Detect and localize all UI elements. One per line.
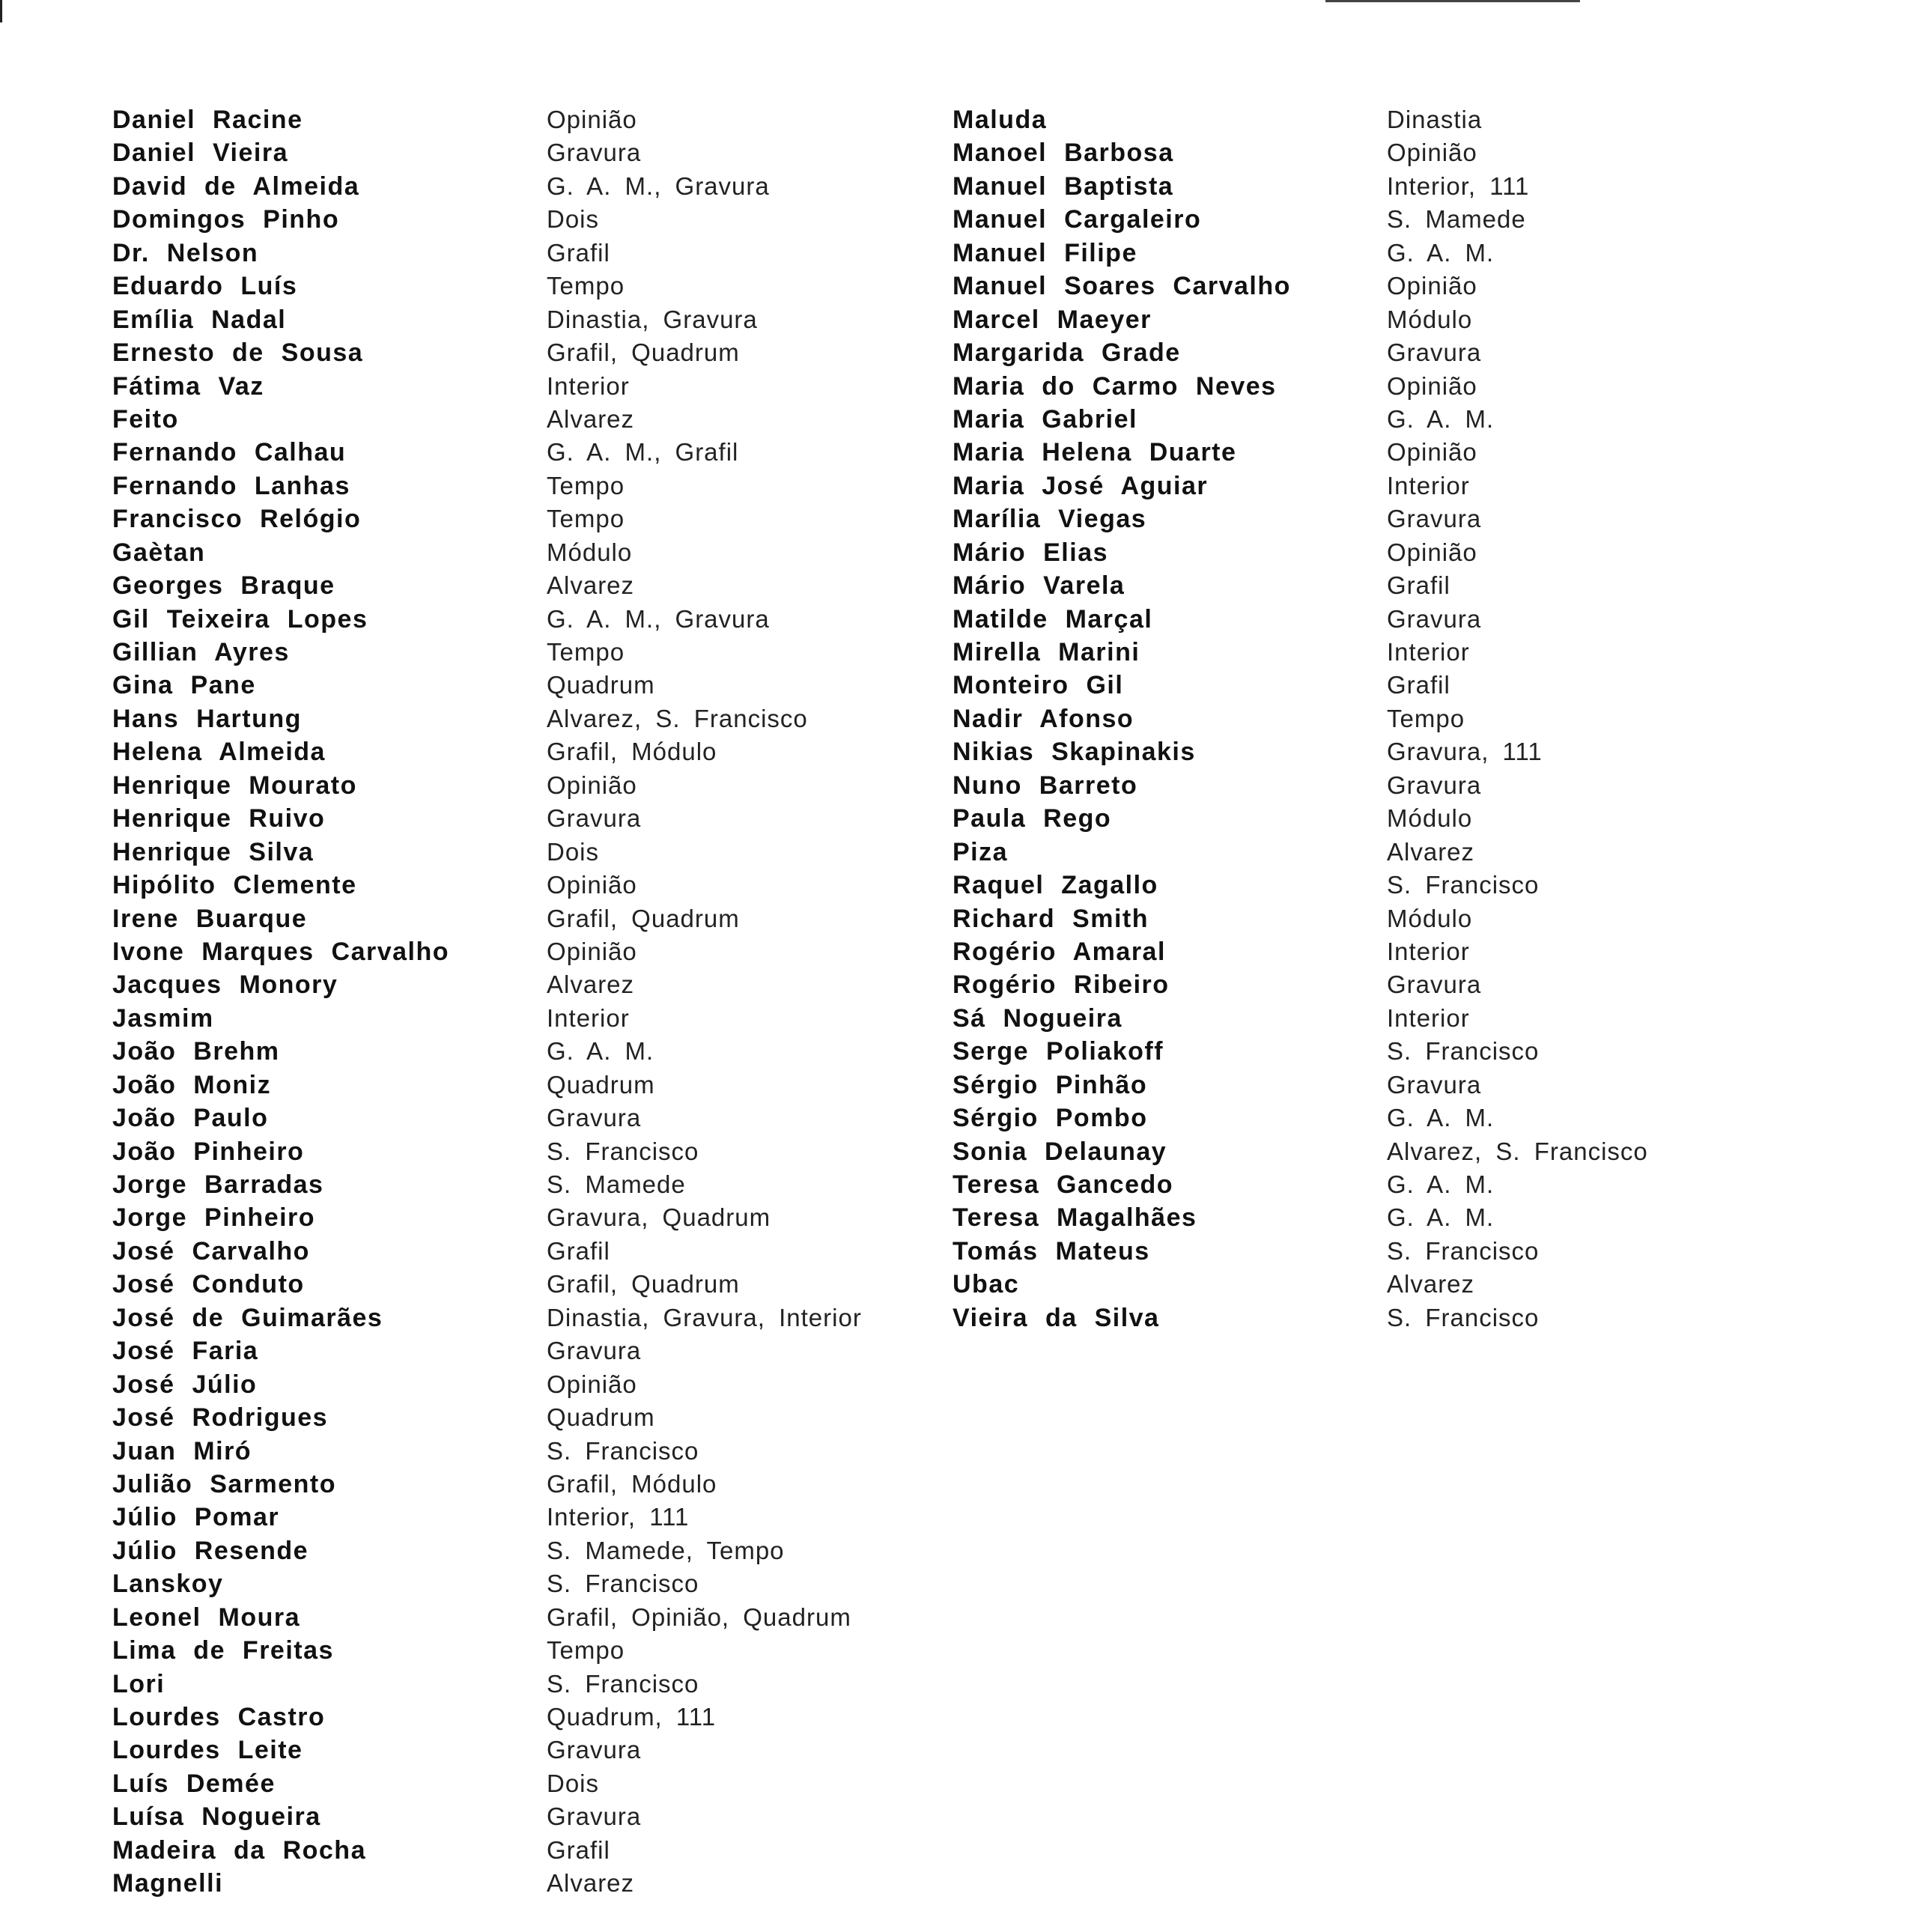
- artist-name: José Conduto: [112, 1270, 305, 1299]
- artist-name: Jorge Pinheiro: [112, 1203, 316, 1233]
- list-item: [112, 938, 936, 970]
- artist-name: Jorge Barradas: [112, 1170, 324, 1199]
- artist-name: Manuel Soares Carvalho: [953, 272, 1291, 301]
- artist-name: Irene Buarque: [112, 904, 308, 933]
- artist-name: Henrique Ruivo: [112, 804, 326, 833]
- list-item: [953, 671, 1814, 704]
- artist-name: Paula Rego: [953, 804, 1112, 833]
- gallery-venue: Gravura, Quadrum: [547, 1203, 771, 1232]
- artist-name: Daniel Racine: [112, 106, 303, 134]
- list-item: [112, 205, 936, 238]
- list-item: [112, 771, 936, 804]
- artist-name: Monteiro Gil: [953, 671, 1124, 700]
- list-item: [112, 1170, 936, 1203]
- gallery-venue: Interior: [1387, 937, 1470, 965]
- list-item: [953, 372, 1814, 405]
- list-item: [112, 1071, 936, 1104]
- list-item: [953, 306, 1814, 338]
- list-item: [112, 1370, 936, 1403]
- gallery-venue: Quadrum: [547, 1070, 655, 1099]
- gallery-venue: Tempo: [547, 1636, 625, 1665]
- gallery-venue: Gravura: [1387, 970, 1482, 999]
- artist-name: Jacques Monory: [112, 970, 338, 1000]
- artist-list-left-column: [112, 106, 936, 1903]
- gallery-venue: Dois: [547, 837, 600, 866]
- artist-name: José Carvalho: [112, 1236, 310, 1266]
- artist-name: José Faria: [112, 1337, 259, 1366]
- gallery-venue: G. A. M., Gravura: [547, 171, 770, 200]
- list-item: [112, 239, 936, 272]
- gallery-venue: Tempo: [547, 638, 625, 666]
- artist-name: Matilde Marçal: [953, 604, 1153, 634]
- artist-name: Nikias Skapinakis: [953, 738, 1196, 767]
- list-item: [953, 538, 1814, 571]
- gallery-venue: G. A. M.: [1387, 1104, 1495, 1132]
- list-item: [112, 638, 936, 671]
- artist-name: Helena Almeida: [112, 738, 326, 767]
- list-item: [953, 938, 1814, 970]
- gallery-venue: S. Francisco: [1387, 1303, 1540, 1331]
- scan-edge-mark: [0, 0, 2, 22]
- gallery-venue: Interior: [547, 371, 630, 400]
- gallery-venue: Opinião: [1387, 272, 1477, 300]
- artist-name: Julião Sarmento: [112, 1469, 337, 1498]
- gallery-venue: Gravura: [1387, 338, 1482, 367]
- gallery-venue: Módulo: [547, 538, 633, 566]
- artist-name: Gillian Ayres: [112, 638, 290, 666]
- artist-name: Sá Nogueira: [953, 1003, 1122, 1033]
- artist-name: Júlio Pomar: [112, 1503, 280, 1532]
- artist-name: Juan Miró: [112, 1436, 252, 1465]
- list-item: [953, 1170, 1814, 1203]
- gallery-venue: S. Francisco: [1387, 1037, 1540, 1066]
- artist-name: Mário Elias: [953, 538, 1109, 567]
- gallery-venue: Interior: [547, 1003, 630, 1032]
- gallery-venue: Interior, 111: [1387, 171, 1530, 200]
- list-item: [953, 905, 1814, 938]
- artist-name: Maria Gabriel: [953, 404, 1137, 434]
- gallery-venue: Grafil, Opinião, Quadrum: [547, 1603, 851, 1631]
- list-item: [953, 239, 1814, 272]
- list-item: [112, 1802, 936, 1835]
- gallery-venue: Módulo: [1387, 305, 1473, 333]
- gallery-venue: S. Francisco: [547, 1436, 699, 1465]
- artist-name: Marília Viegas: [953, 505, 1147, 534]
- gallery-venue: Gravura: [547, 139, 642, 167]
- list-item: [953, 1237, 1814, 1270]
- artist-name: Ernesto de Sousa: [112, 338, 364, 368]
- list-item: [112, 1270, 936, 1303]
- list-item: [953, 838, 1814, 871]
- artist-name: João Brehm: [112, 1037, 280, 1066]
- gallery-venue: Opinião: [547, 106, 637, 133]
- artist-name: Henrique Mourato: [112, 771, 357, 800]
- artist-name: Francisco Relógio: [112, 505, 362, 534]
- list-item: [112, 1203, 936, 1236]
- list-item: [112, 139, 936, 171]
- list-item: [953, 1270, 1814, 1303]
- gallery-venue: Opinião: [1387, 438, 1477, 467]
- list-item: [112, 871, 936, 904]
- gallery-venue: Alvarez, S. Francisco: [547, 704, 808, 732]
- artist-name: Luísa Nogueira: [112, 1802, 321, 1832]
- list-item: [112, 1636, 936, 1669]
- gallery-venue: S. Francisco: [1387, 1236, 1540, 1265]
- gallery-venue: Gravura: [1387, 505, 1482, 533]
- artist-name: Jasmim: [112, 1003, 214, 1033]
- list-item: [953, 738, 1814, 771]
- list-item: [112, 1836, 936, 1869]
- gallery-venue: Grafil: [1387, 671, 1450, 699]
- gallery-venue: Gravura: [547, 1337, 642, 1365]
- gallery-venue: Gravura: [547, 1104, 642, 1132]
- list-item: [953, 172, 1814, 205]
- gallery-venue: Gravura: [1387, 771, 1482, 799]
- gallery-venue: Alvarez: [547, 970, 635, 999]
- gallery-venue: Interior: [1387, 638, 1470, 666]
- list-item: [112, 372, 936, 405]
- artist-name: Nuno Barreto: [953, 771, 1138, 800]
- artist-name: Madeira da Rocha: [112, 1835, 366, 1865]
- scan-top-rule: [1325, 0, 1580, 2]
- gallery-venue: Dois: [547, 205, 600, 234]
- artist-name: Lanskoy: [112, 1570, 224, 1599]
- list-item: [112, 1869, 936, 1902]
- gallery-venue: Tempo: [1387, 704, 1465, 732]
- artist-name: Sonia Delaunay: [953, 1137, 1167, 1166]
- artist-name: Sérgio Pombo: [953, 1104, 1148, 1133]
- artist-name: Luís Demée: [112, 1769, 276, 1798]
- gallery-venue: Grafil: [547, 1236, 610, 1265]
- artist-name: José de Guimarães: [112, 1303, 383, 1332]
- gallery-venue: Grafil, Módulo: [547, 738, 717, 766]
- artist-name: Tomás Mateus: [953, 1236, 1150, 1266]
- list-item: [953, 1137, 1814, 1170]
- artist-name: Hipólito Clemente: [112, 871, 357, 900]
- list-item: [112, 705, 936, 738]
- gallery-venue: S. Francisco: [547, 1570, 699, 1598]
- list-item: [953, 771, 1814, 804]
- list-item: [112, 1503, 936, 1536]
- gallery-venue: Alvarez: [1387, 1270, 1475, 1298]
- gallery-venue: S. Mamede: [547, 1170, 686, 1198]
- gallery-venue: Módulo: [1387, 904, 1473, 932]
- list-item: [953, 139, 1814, 171]
- artist-name: Piza: [953, 837, 1009, 866]
- artist-name: Nadir Afonso: [953, 704, 1134, 733]
- artist-name: Maluda: [953, 106, 1048, 134]
- list-item: [112, 472, 936, 505]
- artist-name: Fernando Lanhas: [112, 471, 350, 500]
- artist-name: Feito: [112, 404, 179, 434]
- list-item: [112, 1570, 936, 1603]
- gallery-venue: Interior: [1387, 1003, 1470, 1032]
- gallery-venue: Opinião: [547, 871, 637, 899]
- artist-name: Richard Smith: [953, 904, 1149, 933]
- artist-name: Maria do Carmo Neves: [953, 371, 1277, 401]
- artist-name: Vieira da Silva: [953, 1303, 1160, 1332]
- list-item: [953, 571, 1814, 604]
- artist-name: Leonel Moura: [112, 1603, 301, 1632]
- list-item: [112, 505, 936, 538]
- gallery-venue: Dinastia: [1387, 106, 1483, 133]
- list-item: [953, 505, 1814, 538]
- gallery-venue: Quadrum: [547, 1403, 655, 1432]
- gallery-venue: Grafil: [547, 238, 610, 267]
- artist-name: Georges Braque: [112, 571, 335, 601]
- gallery-venue: S. Francisco: [1387, 871, 1540, 899]
- artist-name: Daniel Vieira: [112, 139, 288, 168]
- list-item: [953, 1203, 1814, 1236]
- list-item: [112, 1736, 936, 1769]
- artist-name: Henrique Silva: [112, 837, 315, 866]
- list-item: [953, 1104, 1814, 1137]
- gallery-venue: Quadrum: [547, 671, 655, 699]
- artist-name: Mário Varela: [953, 571, 1125, 601]
- gallery-venue: Gravura: [547, 1736, 642, 1764]
- list-item: [112, 1104, 936, 1137]
- gallery-venue: Grafil, Quadrum: [547, 338, 740, 367]
- gallery-venue: Tempo: [547, 272, 625, 300]
- list-item: [112, 1437, 936, 1470]
- artist-name: José Júlio: [112, 1370, 258, 1399]
- gallery-venue: Interior: [1387, 471, 1470, 499]
- gallery-venue: Tempo: [547, 471, 625, 499]
- list-item: [112, 738, 936, 771]
- artist-name: Rogério Ribeiro: [953, 970, 1170, 1000]
- gallery-venue: Interior, 111: [547, 1503, 690, 1531]
- artist-list-right-column: [953, 106, 1814, 1337]
- list-item: [112, 804, 936, 837]
- artist-name: Teresa Magalhães: [953, 1203, 1197, 1233]
- artist-name: Magnelli: [112, 1869, 224, 1898]
- gallery-venue: Grafil: [1387, 571, 1450, 600]
- list-item: [112, 1237, 936, 1270]
- list-item: [112, 970, 936, 1003]
- artist-name: Emília Nadal: [112, 305, 287, 334]
- gallery-venue: S. Francisco: [547, 1669, 699, 1698]
- gallery-venue: G. A. M., Grafil: [547, 438, 739, 467]
- list-item: [112, 1137, 936, 1170]
- gallery-venue: Alvarez: [547, 571, 635, 600]
- artist-name: Manuel Cargaleiro: [953, 205, 1202, 234]
- gallery-venue: Alvarez: [547, 404, 635, 433]
- artist-name: Júlio Resende: [112, 1536, 309, 1565]
- gallery-venue: Gravura: [547, 804, 642, 833]
- artist-name: David de Almeida: [112, 171, 360, 201]
- list-item: [112, 1004, 936, 1037]
- artist-name: João Pinheiro: [112, 1137, 305, 1166]
- gallery-venue: Módulo: [1387, 804, 1473, 833]
- gallery-venue: G. A. M.: [1387, 238, 1495, 267]
- artist-name: Lourdes Leite: [112, 1736, 303, 1765]
- artist-name: Gil Teixeira Lopes: [112, 604, 368, 634]
- list-item: [112, 571, 936, 604]
- list-item: [953, 1304, 1814, 1337]
- gallery-venue: Alvarez: [1387, 837, 1475, 866]
- gallery-venue: Dinastia, Gravura: [547, 305, 758, 333]
- list-item: [112, 838, 936, 871]
- artist-name: Lourdes Castro: [112, 1703, 326, 1731]
- list-item: [112, 405, 936, 438]
- list-item: [112, 1670, 936, 1703]
- artist-name: Margarida Grade: [953, 338, 1181, 368]
- artist-name: Manuel Filipe: [953, 238, 1137, 267]
- list-item: [112, 605, 936, 638]
- gallery-venue: Opinião: [1387, 538, 1477, 566]
- list-item: [953, 605, 1814, 638]
- list-item: [112, 905, 936, 938]
- gallery-venue: Gravura: [1387, 604, 1482, 633]
- list-item: [112, 538, 936, 571]
- artist-name: Mirella Marini: [953, 638, 1140, 666]
- gallery-venue: Grafil, Quadrum: [547, 1270, 740, 1298]
- list-item: [953, 338, 1814, 371]
- list-item: [112, 671, 936, 704]
- list-item: [953, 1071, 1814, 1104]
- gallery-venue: Dois: [547, 1769, 600, 1797]
- artist-name: João Paulo: [112, 1104, 269, 1133]
- gallery-venue: G. A. M.: [547, 1037, 654, 1066]
- artist-name: Dr. Nelson: [112, 238, 259, 267]
- list-item: [112, 1403, 936, 1436]
- list-item: [112, 1703, 936, 1736]
- gallery-venue: Quadrum, 111: [547, 1703, 717, 1731]
- gallery-venue: Gravura: [1387, 1070, 1482, 1099]
- gallery-venue: Opinião: [547, 937, 637, 965]
- list-item: [112, 106, 936, 139]
- list-item: [112, 438, 936, 471]
- artist-name: Teresa Gancedo: [953, 1170, 1174, 1199]
- artist-name: Fátima Vaz: [112, 371, 264, 401]
- gallery-venue: Opinião: [547, 1370, 637, 1398]
- gallery-venue: G. A. M.: [1387, 1203, 1495, 1232]
- artist-name: Ubac: [953, 1270, 1020, 1299]
- list-item: [112, 1337, 936, 1370]
- artist-name: Eduardo Luís: [112, 272, 298, 301]
- gallery-venue: Alvarez: [547, 1869, 635, 1898]
- artist-name: Rogério Amaral: [953, 937, 1166, 966]
- gallery-venue: Gravura: [547, 1802, 642, 1831]
- gallery-venue: S. Mamede, Tempo: [547, 1536, 785, 1564]
- list-item: [953, 1004, 1814, 1037]
- list-item: [953, 705, 1814, 738]
- list-item: [112, 1304, 936, 1337]
- gallery-venue: Opinião: [1387, 371, 1477, 400]
- gallery-venue: Dinastia, Gravura, Interior: [547, 1303, 862, 1331]
- artist-name: José Rodrigues: [112, 1403, 329, 1433]
- artist-name: João Moniz: [112, 1070, 272, 1099]
- list-item: [953, 638, 1814, 671]
- list-item: [112, 1770, 936, 1802]
- artist-name: Raquel Zagallo: [953, 871, 1158, 900]
- gallery-venue: Gravura, 111: [1387, 738, 1543, 766]
- artist-name: Fernando Calhau: [112, 438, 347, 467]
- list-item: [112, 1537, 936, 1570]
- list-item: [112, 272, 936, 305]
- artist-name: Gaètan: [112, 538, 206, 567]
- list-item: [953, 272, 1814, 305]
- list-item: [112, 1470, 936, 1503]
- gallery-venue: Tempo: [547, 505, 625, 533]
- artist-name: Manuel Baptista: [953, 171, 1174, 201]
- list-item: [112, 306, 936, 338]
- list-item: [953, 106, 1814, 139]
- artist-name: Serge Poliakoff: [953, 1037, 1164, 1066]
- gallery-venue: Grafil, Módulo: [547, 1469, 717, 1498]
- list-item: [953, 438, 1814, 471]
- list-item: [112, 1603, 936, 1636]
- list-item: [112, 172, 936, 205]
- gallery-venue: G. A. M., Gravura: [547, 604, 770, 633]
- artist-name: Manoel Barbosa: [953, 139, 1174, 168]
- artist-name: Lima de Freitas: [112, 1636, 334, 1665]
- gallery-venue: S. Mamede: [1387, 205, 1526, 234]
- gallery-venue: G. A. M.: [1387, 1170, 1495, 1198]
- list-item: [953, 804, 1814, 837]
- artist-name: Maria José Aguiar: [953, 471, 1209, 500]
- list-item: [953, 205, 1814, 238]
- artist-name: Marcel Maeyer: [953, 305, 1152, 334]
- gallery-venue: Alvarez, S. Francisco: [1387, 1137, 1648, 1165]
- gallery-venue: Grafil: [547, 1835, 610, 1864]
- list-item: [953, 970, 1814, 1003]
- artist-name: Sérgio Pinhão: [953, 1070, 1148, 1099]
- gallery-venue: Opinião: [1387, 139, 1477, 167]
- artist-name: Gina Pane: [112, 671, 256, 700]
- artist-name: Domingos Pinho: [112, 205, 340, 234]
- list-item: [112, 1037, 936, 1070]
- list-item: [953, 871, 1814, 904]
- artist-name: Maria Helena Duarte: [953, 438, 1237, 467]
- artist-name: Ivone Marques Carvalho: [112, 937, 450, 966]
- list-item: [953, 405, 1814, 438]
- gallery-venue: S. Francisco: [547, 1137, 699, 1165]
- list-item: [953, 1037, 1814, 1070]
- artist-name: Lori: [112, 1669, 165, 1698]
- gallery-venue: Opinião: [547, 771, 637, 799]
- artist-name: Hans Hartung: [112, 704, 302, 733]
- list-item: [953, 472, 1814, 505]
- gallery-venue: G. A. M.: [1387, 404, 1495, 433]
- list-item: [112, 338, 936, 371]
- gallery-venue: Grafil, Quadrum: [547, 904, 740, 932]
